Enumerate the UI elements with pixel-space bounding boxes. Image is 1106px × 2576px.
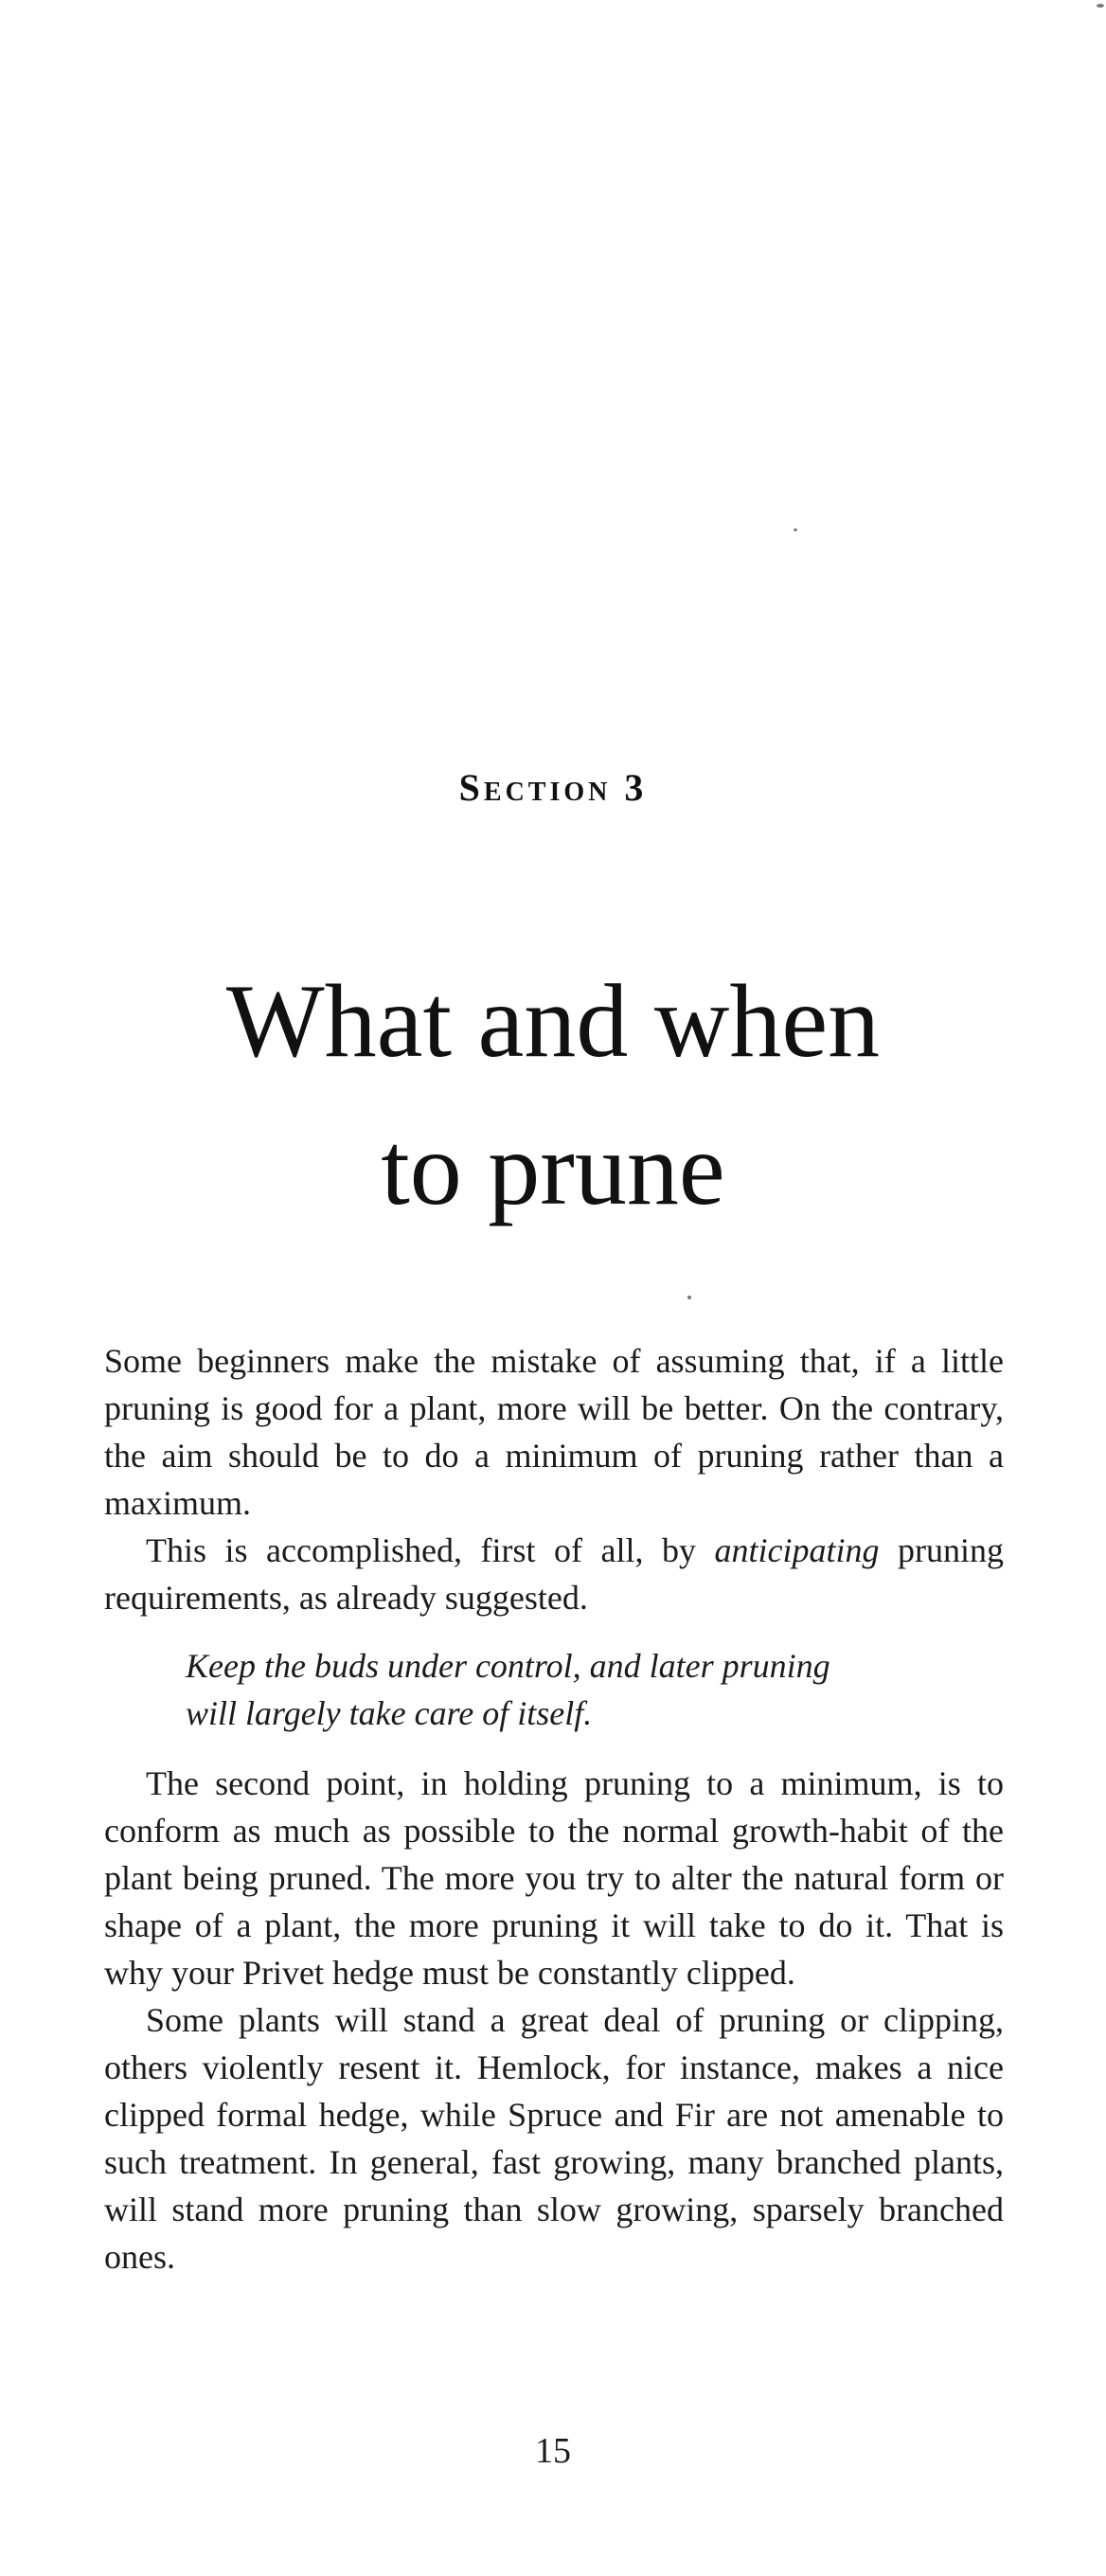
paragraph-2-text-end: pruning requirements, as already suggested. bbox=[104, 1531, 1005, 1617]
chapter-title-line-1: What and when bbox=[225, 963, 881, 1079]
chapter-title-line-2: to prune bbox=[381, 1111, 725, 1226]
body-text bbox=[104, 1337, 1004, 2281]
page-speck bbox=[1097, 4, 1104, 8]
paragraph-2-text-start: This is accomplished, first of all, by bbox=[146, 1531, 715, 1569]
chapter-title bbox=[0, 947, 1106, 1243]
section-label: Section 3 bbox=[458, 766, 648, 809]
callout-line-1: Keep the buds under control, and later pruning bbox=[186, 1647, 830, 1685]
callout-line-2: will largely take care of itself. bbox=[186, 1694, 593, 1732]
paragraph-2 bbox=[104, 1527, 1004, 1621]
callout-quote bbox=[186, 1642, 962, 1737]
paragraph-2-emphasis: anticipating bbox=[714, 1531, 880, 1569]
page-speck bbox=[794, 528, 797, 531]
paragraph-4: Some plants will stand a great deal of pruning or clipping, others violently resent it. Hemlock, for instance, makes a nice clipped formal hedge, while Spruce and Fir are not amenable to such treatment. In general, fast growing, many branched plants, will stand more pruning than slow growing, sparsely branched ones. bbox=[104, 2001, 1004, 2276]
page-speck bbox=[687, 1296, 691, 1299]
paragraph-3: The second point, in holding pruning to a minimum, is to conform as much as possible to the normal growth-habit of the plant being pruned. The more you try to alter the natural form or shape of a plant, the more pruning it will take to do it. That is why your Privet hedge must be constantly clipped. bbox=[104, 1764, 1004, 1992]
page-number: 15 bbox=[535, 2431, 571, 2471]
paragraph-1: Some beginners make the mistake of assuming that, if a little pruning is good for a plant, more will be better. On the contrary, the aim should be to do a minimum of pruning rather than a maximum. bbox=[104, 1342, 1004, 1522]
